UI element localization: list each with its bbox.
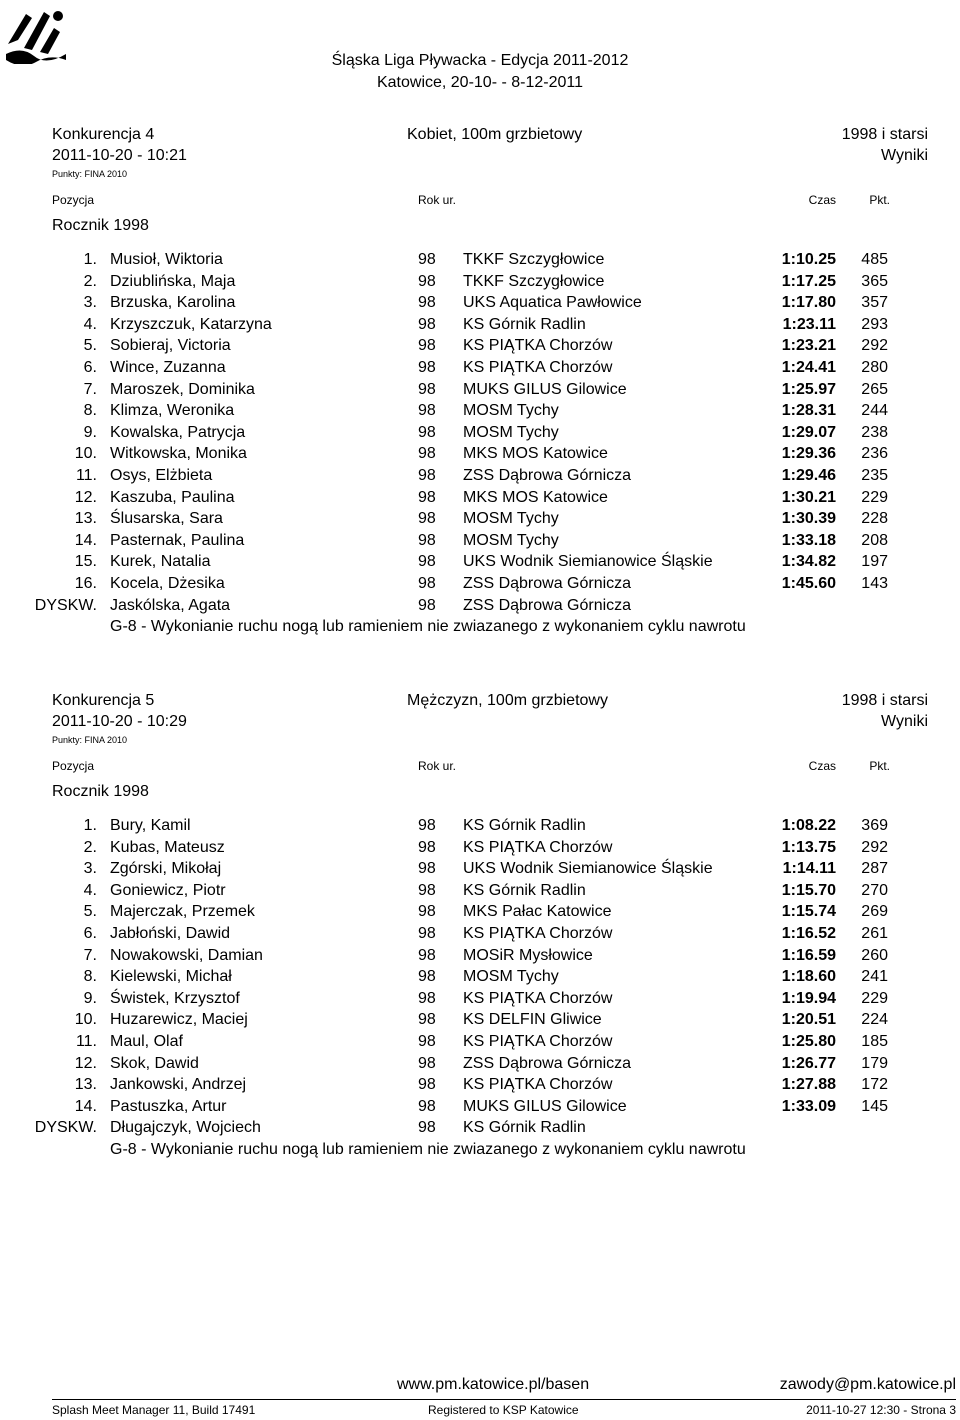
row-time: 1:28.31 [781,402,836,420]
row-place: 2. [83,838,97,856]
col-year: Rok ur. [418,193,457,207]
row-points: 485 [861,251,888,268]
row-club: MOSM Tychy [463,402,559,420]
row-place: 16. [74,574,97,592]
event-results-label: Wyniki [881,713,928,730]
row-place: 8. [83,402,97,420]
table-row [52,1055,928,1077]
table-row [52,817,928,839]
row-points: 241 [861,968,888,986]
row-swimmer-name: Kowalska, Patrycja [110,423,246,441]
row-birth-year: 98 [418,1076,436,1094]
row-place: 1. [83,251,97,268]
row-birth-year: 98 [418,903,436,921]
row-time: 1:18.60 [781,968,836,986]
row-birth-year: 98 [418,402,436,420]
row-time: 1:08.22 [781,817,836,834]
row-place: 9. [83,989,97,1007]
row-place: 11. [75,466,97,484]
event-name: Kobiet, 100m grzbietowy [407,126,583,143]
row-swimmer-name: Zgórski, Mikołaj [110,860,222,878]
table-row [52,251,928,273]
row-points: 265 [861,380,888,398]
row-club: MKS MOS Katowice [463,488,608,506]
row-club: MUKS GILUS Gilowice [463,380,627,398]
event-number: Konkurencja 5 [52,692,155,709]
row-place: 14. [74,531,97,549]
disqualification-note: G-8 - Wykonianie ruchu nogą lub ramieniem nie zwiazanego z wykonaniem cyklu nawrotu [110,1140,746,1158]
table-row [52,381,928,403]
row-swimmer-name: Osys, Elżbieta [110,466,213,484]
row-club: ZSS Dąbrowa Górnicza [463,1054,632,1072]
row-points: 270 [861,881,888,899]
row-swimmer-name: Goniewicz, Piotr [110,881,226,899]
page-title: Śląska Liga Pływacka - Edycja 2011-2012 [331,52,629,69]
col-points: Pkt. [869,193,890,207]
row-points: 293 [861,315,888,333]
table-row [52,1011,928,1033]
row-points: 292 [861,838,888,856]
row-birth-year: 98 [418,251,436,268]
row-club: ZSS Dąbrowa Górnicza [463,574,632,592]
row-birth-year: 98 [418,445,436,463]
row-club: TKKF Szczygłowice [463,272,605,290]
row-swimmer-name: Majerczak, Przemek [110,903,255,921]
row-swimmer-name: Wince, Zuzanna [110,358,226,376]
row-points: 365 [861,272,888,290]
event-datetime: 2011-10-20 - 10:21 [52,147,187,164]
row-points: 292 [861,337,888,355]
col-points: Pkt. [869,759,890,773]
table-row [52,337,928,359]
table-row [52,553,928,575]
row-swimmer-name: Kurek, Natalia [110,553,211,571]
row-birth-year: 98 [418,510,436,528]
row-time: 1:33.09 [781,1097,836,1115]
row-place: 13. [74,510,97,528]
event-header [52,692,928,713]
row-time: 1:13.75 [781,838,836,856]
table-row [52,839,928,861]
row-birth-year: 98 [418,1119,436,1137]
row-place: 8. [83,968,97,986]
page-subtitle: Katowice, 20-10- - 8-12-2011 [376,74,584,91]
row-place: 14. [74,1097,97,1115]
row-birth-year: 98 [418,946,436,964]
event-name: Mężczyzn, 100m grzbietowy [407,692,608,709]
row-birth-year: 98 [418,531,436,549]
row-place: 4. [83,881,97,899]
row-points: 369 [861,817,888,834]
row-swimmer-name: Długajczyk, Wojciech [110,1119,261,1137]
row-birth-year: 98 [418,860,436,878]
row-swimmer-name: Jabłoński, Dawid [110,924,231,942]
footer-printed: 2011-10-27 12:30 - Strona 3 [806,1403,956,1417]
row-points: 228 [861,510,888,528]
row-points: 357 [861,294,888,312]
row-club: KS Górnik Radlin [463,817,586,834]
row-birth-year: 98 [418,315,436,333]
row-place: DYSKW. [34,596,97,614]
table-row [52,925,928,947]
row-club: KS PIĄTKA Chorzów [463,1076,613,1094]
row-birth-year: 98 [418,488,436,506]
column-headers [52,759,928,779]
row-time: 1:19.94 [781,989,836,1007]
disqualification-note: G-8 - Wykonianie ruchu nogą lub ramieniem nie zwiazanego z wykonaniem cyklu nawrotu [110,618,746,636]
row-swimmer-name: Musioł, Wiktoria [110,251,223,268]
row-birth-year: 98 [418,466,436,484]
row-time: 1:30.21 [781,488,836,506]
event-age-category: 1998 i starsi [841,126,928,143]
table-row [52,947,928,969]
row-place: 11. [75,1032,97,1050]
row-place: 3. [83,294,97,312]
row-swimmer-name: Bury, Kamil [110,817,191,834]
row-points: 244 [861,402,888,420]
results-table [34,251,928,618]
row-swimmer-name: Skok, Dawid [110,1054,199,1072]
row-place: 7. [83,946,97,964]
row-birth-year: 98 [418,881,436,899]
event-subheader [52,147,928,168]
results-table [34,817,928,1141]
row-club: KS PIĄTKA Chorzów [463,1032,613,1050]
row-club: MOSM Tychy [463,423,559,441]
event-block [34,692,928,1163]
row-club: KS Górnik Radlin [463,881,586,899]
row-time: 1:29.07 [781,423,836,441]
row-swimmer-name: Jankowski, Andrzej [110,1076,247,1094]
row-birth-year: 98 [418,272,436,290]
row-club: UKS Wodnik Siemianowice Śląskie [463,553,713,571]
row-club: KS PIĄTKA Chorzów [463,358,613,376]
row-swimmer-name: Kaszuba, Paulina [110,488,235,506]
row-club: MOSM Tychy [463,510,559,528]
row-time: 1:23.11 [782,315,836,333]
table-row [52,402,928,424]
row-time: 1:29.36 [781,445,836,463]
row-time: 1:24.41 [781,358,836,376]
row-birth-year: 98 [418,838,436,856]
table-row [34,596,928,619]
row-points: 208 [861,531,888,549]
row-points: 224 [861,1011,888,1029]
row-points: 235 [861,466,888,484]
row-birth-year: 98 [418,337,436,355]
row-points: 287 [861,860,888,878]
table-row [52,489,928,511]
row-place: 10. [74,1011,97,1029]
row-place: 12. [74,488,97,506]
table-row [52,273,928,295]
row-time: 1:23.21 [781,337,836,355]
points-scale-label: Punkty: FINA 2010 [52,735,128,745]
table-row [52,510,928,532]
row-place: 7. [83,380,97,398]
row-points: 185 [861,1032,888,1050]
row-birth-year: 98 [418,574,436,592]
row-time: 1:26.77 [781,1054,836,1072]
email-link[interactable]: zawody@pm.katowice.pl [779,1376,956,1393]
row-place: 6. [83,358,97,376]
col-time: Czas [808,193,836,207]
row-swimmer-name: Ślusarska, Sara [110,510,223,528]
row-time: 1:27.88 [781,1076,836,1094]
table-row [52,532,928,554]
row-swimmer-name: Kielewski, Michał [110,968,232,986]
col-position: Pozycja [52,193,95,207]
row-place: 3. [83,860,97,878]
row-points: 236 [861,445,888,463]
row-club: KS PIĄTKA Chorzów [463,838,613,856]
row-place: 5. [83,337,97,355]
row-swimmer-name: Sobieraj, Victoria [110,337,231,355]
row-time: 1:16.52 [781,924,836,942]
row-birth-year: 98 [418,358,436,376]
age-group-heading: Rocznik 1998 [52,217,149,234]
row-club: UKS Wodnik Siemianowice Śląskie [463,860,713,878]
row-place: 9. [83,423,97,441]
row-club: ZSS Dąbrowa Górnicza [463,596,632,614]
row-birth-year: 98 [418,294,436,312]
row-birth-year: 98 [418,1054,436,1072]
row-club: KS PIĄTKA Chorzów [463,924,613,942]
row-points: 229 [861,989,888,1007]
row-club: KS Górnik Radlin [463,315,586,333]
row-swimmer-name: Krzyszczuk, Katarzyna [110,315,272,333]
row-swimmer-name: Jaskólska, Agata [110,596,231,614]
age-group-heading: Rocznik 1998 [52,783,149,800]
row-time: 1:20.51 [781,1011,836,1029]
row-birth-year: 98 [418,380,436,398]
column-headers [52,193,928,213]
row-swimmer-name: Brzuska, Karolina [110,294,236,312]
row-time: 1:10.25 [781,251,836,268]
row-birth-year: 98 [418,968,436,986]
row-points: 280 [861,358,888,376]
row-club: MOSiR Mysłowice [463,946,593,964]
col-year: Rok ur. [418,759,457,773]
row-swimmer-name: Witkowska, Monika [110,445,247,463]
row-swimmer-name: Dziublińska, Maja [110,272,236,290]
table-row [52,575,928,597]
row-club: KS PIĄTKA Chorzów [463,989,613,1007]
table-row [52,316,928,338]
event-results-label: Wyniki [881,147,928,164]
row-club: MOSM Tychy [463,531,559,549]
table-row [52,467,928,489]
row-points: 179 [861,1054,888,1072]
row-club: KS DELFIN Gliwice [463,1011,602,1029]
row-place: 15. [74,553,97,571]
table-row [52,294,928,316]
table-row [52,359,928,381]
row-swimmer-name: Kocela, Dżesika [110,574,225,592]
row-time: 1:33.18 [781,531,836,549]
row-time: 1:16.59 [781,946,836,964]
row-points: 260 [861,946,888,964]
event-age-category: 1998 i starsi [841,692,928,709]
footer-divider [52,1399,956,1400]
row-club: KS PIĄTKA Chorzów [463,337,613,355]
table-row [52,1033,928,1055]
row-time: 1:30.39 [781,510,836,528]
col-position: Pozycja [52,759,95,773]
row-time: 1:25.97 [781,380,836,398]
row-swimmer-name: Klimza, Weronika [110,402,235,420]
table-row [52,1098,928,1120]
table-row [52,860,928,882]
table-row [34,1119,928,1141]
table-row [52,968,928,990]
row-club: UKS Aquatica Pawłowice [463,294,642,312]
row-place: 6. [83,924,97,942]
row-club: MOSM Tychy [463,968,559,986]
row-place: 2. [83,272,97,290]
row-place: 12. [74,1054,97,1072]
row-club: ZSS Dąbrowa Górnicza [463,466,632,484]
table-row [52,990,928,1012]
row-points: 172 [861,1076,888,1094]
row-place: 5. [83,903,97,921]
points-scale-label: Punkty: FINA 2010 [52,169,128,179]
event-block [34,126,928,640]
row-swimmer-name: Maroszek, Dominika [110,380,255,398]
row-points: 145 [861,1097,888,1115]
row-time: 1:17.25 [781,272,836,290]
row-place: 4. [83,315,97,333]
row-place: 1. [83,817,97,834]
row-time: 1:34.82 [781,553,836,571]
event-number: Konkurencja 4 [52,126,155,143]
row-time: 1:15.70 [781,881,836,899]
row-birth-year: 98 [418,423,436,441]
table-row [52,424,928,446]
row-birth-year: 98 [418,817,436,834]
row-swimmer-name: Maul, Olaf [110,1032,183,1050]
table-row [52,903,928,925]
row-birth-year: 98 [418,596,436,614]
row-club: MKS Pałac Katowice [463,903,612,921]
row-birth-year: 98 [418,1011,436,1029]
row-club: MKS MOS Katowice [463,445,608,463]
row-time: 1:15.74 [781,903,836,921]
row-place: 10. [74,445,97,463]
table-row [52,445,928,467]
row-swimmer-name: Kubas, Mateusz [110,838,225,856]
table-row [52,882,928,904]
row-birth-year: 98 [418,924,436,942]
website-link[interactable]: www.pm.katowice.pl/basen [397,1376,590,1393]
row-points: 261 [861,924,888,942]
row-birth-year: 98 [418,1097,436,1115]
row-points: 143 [861,574,888,592]
row-points: 238 [861,423,888,441]
footer-registered: Registered to KSP Katowice [428,1403,579,1417]
row-swimmer-name: Nowakowski, Damian [110,946,263,964]
row-points: 197 [861,553,888,571]
row-birth-year: 98 [418,553,436,571]
footer-software: Splash Meet Manager 11, Build 17491 [52,1403,256,1417]
row-birth-year: 98 [418,989,436,1007]
row-place: 13. [74,1076,97,1094]
row-time: 1:25.80 [781,1032,836,1050]
row-time: 1:17.80 [781,294,836,312]
row-time: 1:14.11 [782,860,836,878]
col-time: Czas [808,759,836,773]
row-points: 229 [861,488,888,506]
row-points: 269 [861,903,888,921]
row-birth-year: 98 [418,1032,436,1050]
row-place: DYSKW. [34,1119,97,1137]
row-swimmer-name: Pasternak, Paulina [110,531,245,549]
row-swimmer-name: Huzarewicz, Maciej [110,1011,248,1029]
event-datetime: 2011-10-20 - 10:29 [52,713,187,730]
row-swimmer-name: Pastuszka, Artur [110,1097,227,1115]
event-header [52,126,928,147]
row-time: 1:29.46 [781,466,836,484]
table-row [52,1076,928,1098]
row-club: TKKF Szczygłowice [463,251,605,268]
event-subheader [52,713,928,734]
row-club: MUKS GILUS Gilowice [463,1097,627,1115]
row-swimmer-name: Świstek, Krzysztof [110,989,240,1007]
row-club: KS Górnik Radlin [463,1119,586,1137]
row-time: 1:45.60 [781,574,836,592]
